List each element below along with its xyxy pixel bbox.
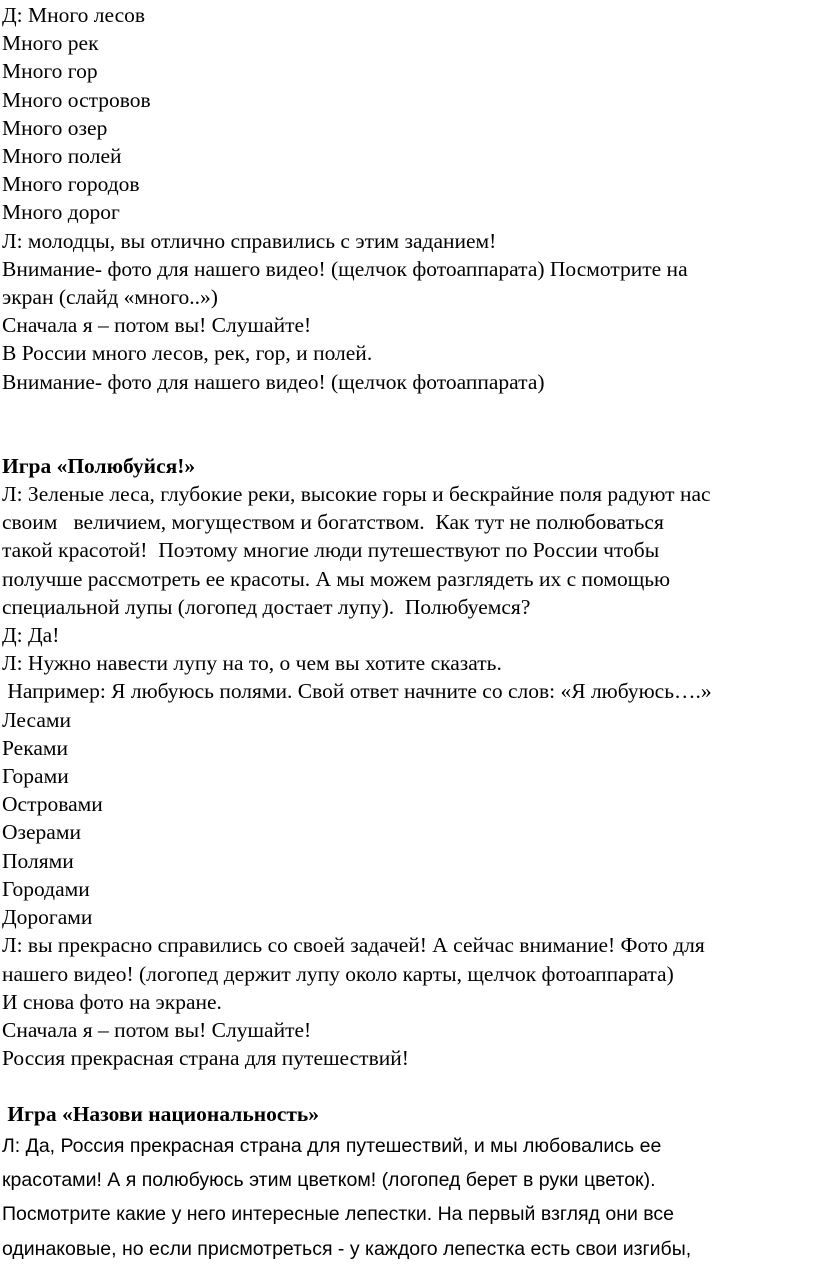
text-line: Д: Много лесов bbox=[2, 3, 146, 27]
text-line: нашего видео! (логопед держит лупу около карты, щелчок фотоаппарата) bbox=[2, 961, 674, 986]
section-heading-admire: Игра «Полюбуйся!» bbox=[2, 453, 196, 478]
text-line: Много дорог bbox=[2, 200, 120, 225]
text-line: Островами bbox=[2, 792, 103, 817]
text-line: Дорогами bbox=[2, 905, 93, 930]
text-line: Много островов bbox=[2, 87, 151, 112]
spacer bbox=[0, 396, 816, 452]
text-line: получше рассмотреть ее красоты. А мы можем разглядеть их с помощью bbox=[2, 566, 671, 591]
text-line: Л: Да, Россия прекрасная страна для путешествий, и мы любовались ее bbox=[2, 1134, 662, 1157]
text-line: экран (слайд «много..») bbox=[2, 285, 218, 310]
text-line: И снова фото на экране. bbox=[2, 989, 222, 1014]
text-line: Много гор bbox=[2, 59, 98, 84]
text-line: Например: Я любуюсь полями. Свой ответ начните со слов: «Я любуюсь….» bbox=[2, 679, 712, 704]
text-line: Посмотрите какие у него интересные лепестки. На первый взгляд они все bbox=[2, 1203, 675, 1226]
text-line: Горами bbox=[2, 764, 69, 789]
text-line: Внимание- фото для нашего видео! (щелчок фотоаппарата) bbox=[2, 369, 545, 394]
game-nationality-section bbox=[0, 1100, 816, 1128]
text-line: Л: вы прекрасно справились со своей задачей! А сейчас внимание! Фото для bbox=[2, 933, 705, 958]
text-line: Много рек bbox=[2, 31, 99, 56]
text-line: Д: Да! bbox=[2, 623, 60, 648]
dialogue-block-many bbox=[0, 0, 816, 396]
section-heading-nationality: Игра «Назови национальность» bbox=[2, 1102, 320, 1127]
text-line: Много городов bbox=[2, 172, 140, 197]
text-line: Городами bbox=[2, 876, 90, 901]
text-line: Реками bbox=[2, 735, 68, 760]
text-line: одинаковые, но если присмотреться - у каждого лепестка есть свои изгибы, bbox=[2, 1237, 692, 1260]
text-line: Озерами bbox=[2, 820, 81, 845]
text-line: Много полей bbox=[2, 144, 122, 169]
text-line: своим величием, могуществом и богатством. Как тут не полюбоваться bbox=[2, 510, 664, 535]
text-line: Л: молодцы, вы отлично справились с этим заданием! bbox=[2, 228, 497, 253]
spacer bbox=[0, 1072, 816, 1100]
game-admire-section bbox=[0, 452, 816, 1072]
text-line: Сначала я – потом вы! Слушайте! bbox=[2, 313, 312, 338]
text-line: Внимание- фото для нашего видео! (щелчок фотоаппарата) Посмотрите на bbox=[2, 256, 688, 281]
text-line: Л: Нужно навести лупу на то, о чем вы хотите сказать. bbox=[2, 651, 502, 676]
text-line: специальной лупы (логопед достает лупу). Полюбуемся? bbox=[2, 594, 531, 619]
text-line: Россия прекрасная страна для путешествий! bbox=[2, 1046, 409, 1071]
text-line: такой красотой! Поэтому многие люди путешествуют по России чтобы bbox=[2, 538, 660, 563]
nationality-text-block bbox=[0, 1129, 816, 1266]
text-line: Лесами bbox=[2, 707, 71, 732]
text-line: В России много лесов, рек, гор, и полей. bbox=[2, 341, 373, 366]
text-line: Сначала я – потом вы! Слушайте! bbox=[2, 1017, 312, 1042]
text-line: Полями bbox=[2, 848, 74, 873]
text-line: Много озер bbox=[2, 115, 108, 140]
text-line: Л: Зеленые леса, глубокие реки, высокие горы и бескрайние поля радуют нас bbox=[2, 482, 711, 507]
text-line: красотами! А я полюбуюсь этим цветком! (логопед берет в руки цветок). bbox=[2, 1168, 656, 1191]
